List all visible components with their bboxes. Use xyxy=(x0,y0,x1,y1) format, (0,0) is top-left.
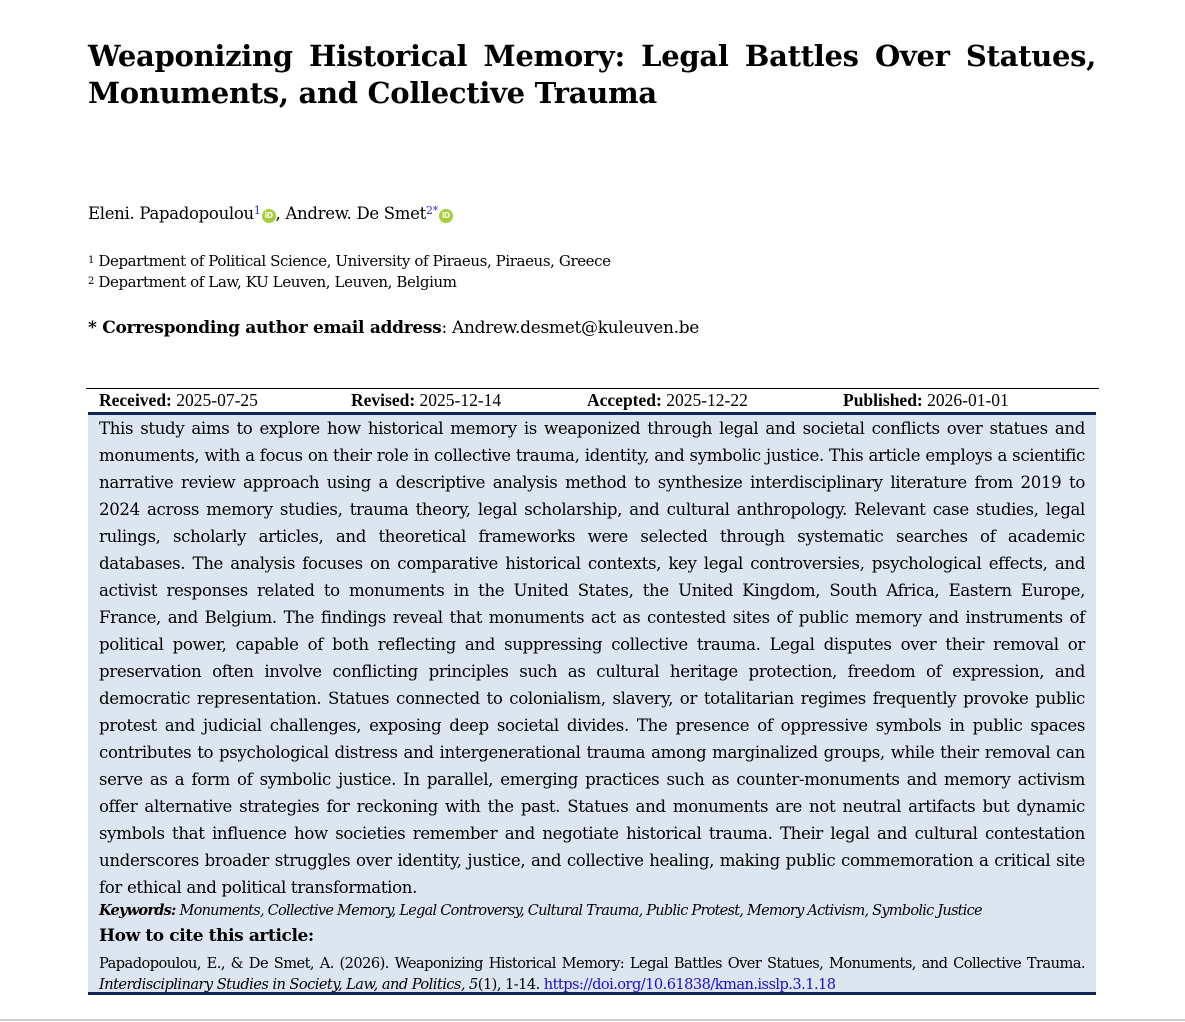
article-title-line-2: Monuments, and Collective Trauma xyxy=(88,76,657,110)
keywords-text: Monuments, Collective Memory, Legal Controversy, Cultural Trauma, Public Protest, Memory Activism, Symbolic Justice xyxy=(175,903,982,919)
author-separator: , xyxy=(275,204,286,223)
date-accepted xyxy=(587,390,748,411)
abstract-text: This study aims to explore how historical memory is weaponized through legal and societal conflicts over statues and monuments, with a focus on their role in collective trauma, identity, and symbolic justice. This article employs a scientific narrative review approach using a descriptive analysis method to synthesize interdisciplinary literature from 2019 to 2024 across memory studies, trauma theory, legal scholarship, and cultural anthropology. Relevant case studies, legal rulings, scholarly articles, and theoretical frameworks were selected through systematic searches of academic databases. The analysis focuses on comparative historical contexts, key legal controversies, psychological effects, and activist responses related to monuments in the United States, the United Kingdom, South Africa, Eastern Europe, France, and Belgium. The findings reveal that monuments act as contested sites of public memory and instruments of political power, capable of both reflecting and suppressing collective trauma. Legal disputes over their removal or preservation often involve conflicting principles such as cultural heritage protection, freedom of expression, and democratic representation. Statues connected to colonialism, slavery, or totalitarian regimes frequently provoke public protest and judicial challenges, exposing deep societal divides. The presence of oppressive symbols in public spaces contributes to psychological distress and intergenerational trauma among marginalized groups, while their removal can serve as a form of symbolic justice. In parallel, emerging practices such as counter-monuments and memory activism offer alternative strategies for reckoning with the past. Statues and monuments are not neutral artifacts but dynamic symbols that influence how societies remember and negotiate historical trauma. Their legal and cultural contestation underscores broader struggles over identity, justice, and collective healing, making public commemoration a critical site for ethical and political transformation. xyxy=(99,419,1085,897)
top-divider xyxy=(86,388,1099,389)
affiliation-text: Department of Law, KU Leuven, Leuven, Belgium xyxy=(98,273,457,291)
affiliation-text: Department of Political Science, University of Piraeus, Piraeus, Greece xyxy=(98,252,611,270)
corresponding-author xyxy=(88,318,699,338)
orcid-icon[interactable]: iD xyxy=(262,209,276,223)
affiliation-mark: 2* xyxy=(425,204,438,217)
affiliation-2 xyxy=(88,273,457,291)
affiliation-mark: 1 xyxy=(88,255,94,266)
date-value: 2026-01-01 xyxy=(927,390,1009,410)
citation-reference: Papadopoulou, E., & De Smet, A. (2026). Weaponizing Historical Memory: Legal Battles Over Statues, Monuments, and Collective Trauma. xyxy=(99,955,1085,972)
author-list xyxy=(88,204,453,223)
keywords-label: Keywords: xyxy=(99,902,176,919)
date-label: Revised: xyxy=(351,390,416,410)
page-bottom-divider xyxy=(0,1019,1185,1021)
corresponding-separator: : xyxy=(441,318,452,338)
keywords xyxy=(99,902,1089,919)
doi-link[interactable]: https://doi.org/10.61838/kman.isslp.3.1.18 xyxy=(543,976,836,993)
date-value: 2025-07-25 xyxy=(176,390,258,410)
date-value: 2025-12-22 xyxy=(666,390,748,410)
citation-journal: Interdisciplinary Studies in Society, Law, and Politics, 5 xyxy=(99,976,478,993)
corresponding-label: * Corresponding author email address xyxy=(88,318,442,338)
date-received xyxy=(99,390,258,411)
date-published xyxy=(843,390,1009,411)
author-name: Eleni. Papadopoulou xyxy=(88,204,254,223)
date-label: Received: xyxy=(99,390,172,410)
affiliation-mark: 2 xyxy=(88,276,94,287)
affiliation-mark: 1 xyxy=(253,204,261,217)
citation-issue-pages: (1), 1-14. xyxy=(477,976,544,993)
corresponding-email[interactable]: Andrew.desmet@kuleuven.be xyxy=(451,318,700,338)
citation-heading: How to cite this article: xyxy=(99,926,314,946)
dates-row xyxy=(88,390,1096,412)
article-title xyxy=(88,38,1096,112)
date-revised xyxy=(351,390,501,411)
date-label: Accepted: xyxy=(587,390,662,410)
article-title-line-1: Weaponizing Historical Memory: Legal Battles Over Statues, xyxy=(88,39,1096,73)
affiliation-1 xyxy=(88,252,611,270)
orcid-icon[interactable]: iD xyxy=(439,209,453,223)
date-value: 2025-12-14 xyxy=(419,390,502,410)
citation-text xyxy=(99,953,1085,995)
date-label: Published: xyxy=(843,390,923,410)
author-name: Andrew. De Smet xyxy=(285,204,426,223)
